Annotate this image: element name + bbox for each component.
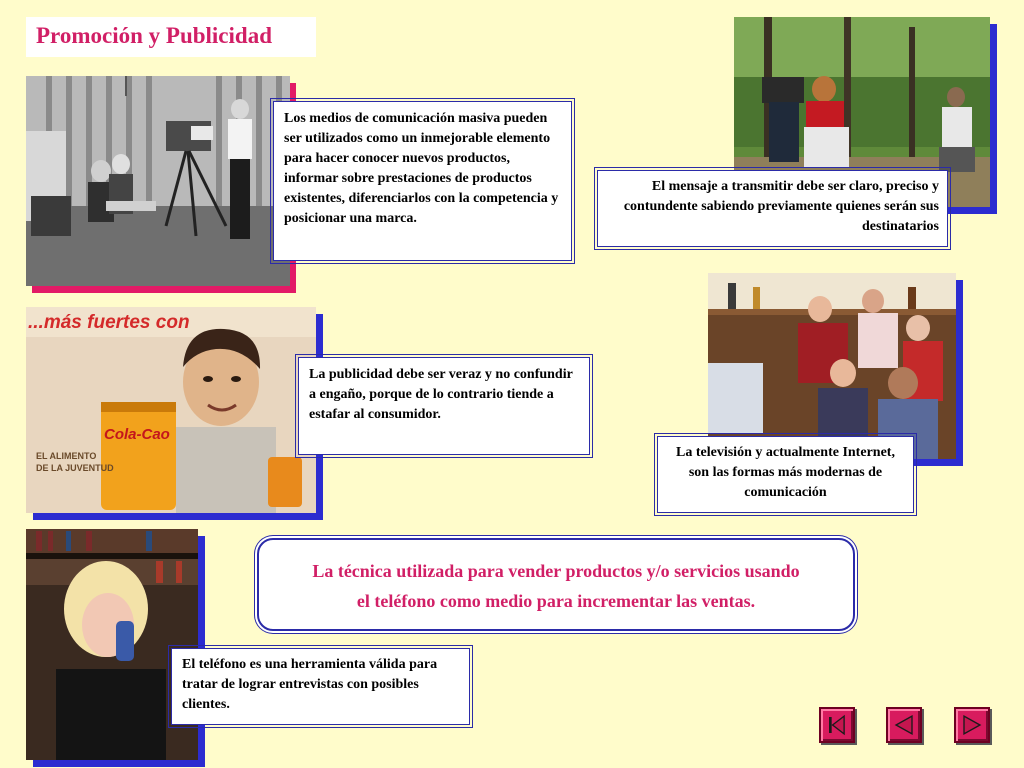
first-slide-icon: [821, 709, 853, 741]
telefono-caption: El teléfono es una herramienta válida para tratar de lograr entrevistas con posibles clientes.: [171, 648, 470, 725]
kids-computer-photo: [708, 273, 956, 459]
ad-brand: Cola-Cao: [104, 426, 170, 443]
ad-tag-2: DE LA JUVENTUD: [36, 463, 114, 473]
cola-cao-ad-photo: [26, 307, 316, 513]
banner-line-2: el teléfono como medio para incrementar las ventas.: [356, 591, 756, 611]
banner-line-1: La técnica utilizada para vender productos y/o servicios usando: [312, 561, 800, 581]
ad-headline: ...más fuertes con: [28, 312, 190, 333]
mensaje-caption: El mensaje a transmitir debe ser claro, preciso y contundente sabiendo previamente quienes serán sus destinatarios: [597, 170, 948, 247]
next-slide-icon: [956, 709, 988, 741]
publicidad-caption: La publicidad debe ser veraz y no confundir a engaño, porque de lo contrario tiende a estafar al consumidor.: [298, 357, 590, 455]
previous-slide-button[interactable]: [886, 707, 922, 743]
first-slide-button[interactable]: [819, 707, 855, 743]
previous-slide-icon: [888, 709, 920, 741]
television-caption: La televisión y actualmente Internet, son las formas más modernas de comunicación: [657, 436, 914, 513]
next-slide-button[interactable]: [954, 707, 990, 743]
ad-tag-1: EL ALIMENTO: [36, 451, 97, 461]
telemarketing-banner: [257, 538, 855, 631]
woman-phone-photo: [26, 529, 198, 760]
tv-studio-photo: [26, 76, 290, 286]
page-title: Promoción y Publicidad: [26, 17, 316, 57]
medios-caption: Los medios de comunicación masiva pueden ser utilizados como un inmejorable elemento para hacer conocer nuevos productos, informar sobre prestaciones de productos existentes, diferenciarlos con la competencia y posicionar una marca.: [273, 101, 572, 261]
